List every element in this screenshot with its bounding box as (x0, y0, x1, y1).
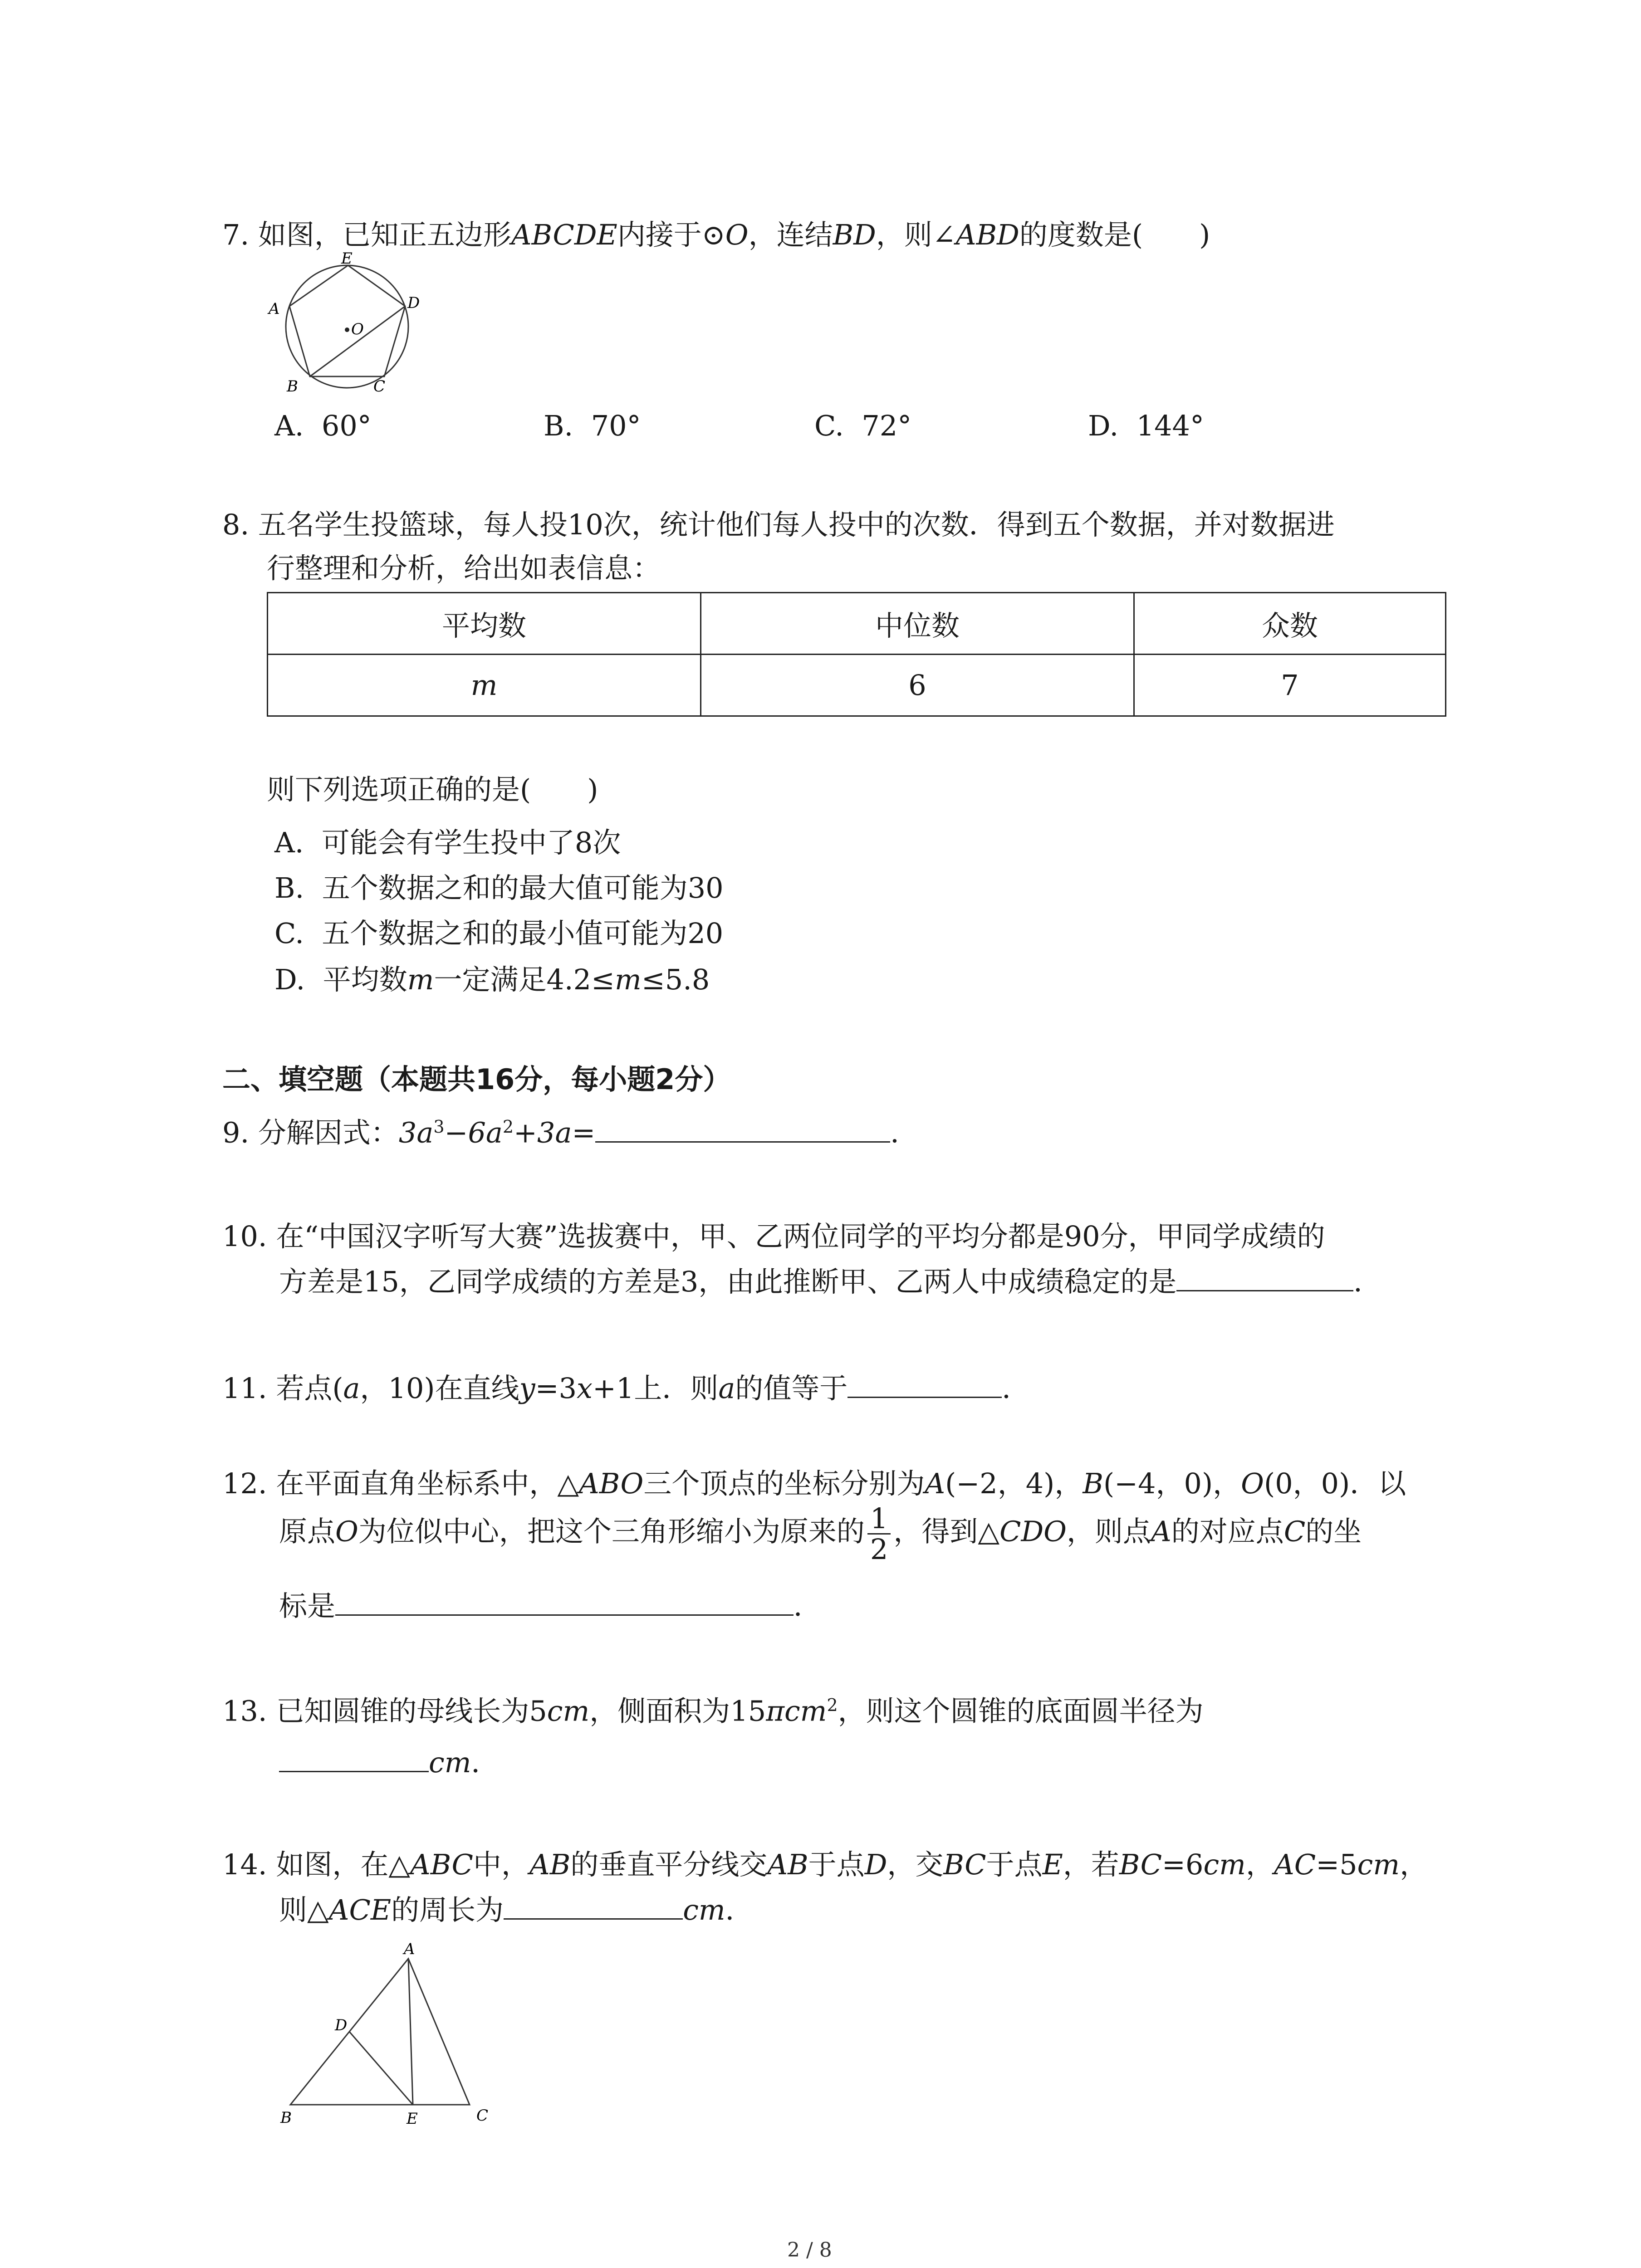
section-title: 二、填空题（本题共16分，每小题2分） (222, 1063, 731, 1096)
q10-answer-blank[interactable] (1176, 1290, 1353, 1291)
q7-option-a: A. 60° (274, 409, 372, 442)
q7-pentagon-figure (259, 252, 422, 397)
q8-number: 8. (222, 508, 250, 541)
table-cell-mode: 7 (1134, 655, 1446, 716)
q7-label-D: D (407, 294, 420, 312)
q13-stem-line2: cm． (279, 1749, 500, 1777)
q8-stem-line2: 行整理和分析，给出如表信息： (267, 552, 661, 585)
q7-angle: ABD (955, 218, 1019, 251)
q9-answer-blank[interactable] (595, 1141, 890, 1143)
q7-text: 内接于⊙ (617, 218, 725, 251)
q14-triangle-figure (268, 1941, 513, 2132)
table-header-median: 中位数 (701, 593, 1134, 655)
q7-circle: O (725, 218, 749, 251)
q14-label-E: E (407, 2110, 418, 2128)
q7-label-B: B (287, 377, 298, 396)
q7-option-d: D. 144° (1088, 409, 1204, 442)
q14-stem-line1: 14. 如图，在△ABC中，AB的垂直平分线交AB于点D，交BC于点E，若BC=6cm，AC=5cm， (222, 1848, 1428, 1881)
q7-label-E: E (341, 252, 353, 268)
table-header-mean: 平均数 (268, 593, 701, 655)
q7-stem (222, 218, 1210, 251)
q14-answer-blank[interactable] (504, 1918, 683, 1920)
q14-label-A: A (404, 1941, 415, 1958)
q7-text: ，则∠ (876, 218, 956, 251)
table-row (268, 593, 1446, 655)
q7-text: 的度数是( ) (1019, 218, 1210, 251)
table-row (268, 655, 1446, 716)
q14-label-D: D (335, 2016, 348, 2034)
table-header-mode: 众数 (1134, 593, 1446, 655)
q12-stem-line3: 标是 ． (279, 1589, 822, 1623)
q8-option-b: B. 五个数据之和的最大值可能为30 (274, 871, 724, 904)
q8-option-d: D. 平均数m一定满足4.2≤m≤5.8 (274, 963, 710, 996)
q12-fraction: $\frac{1}{2}$ (867, 1504, 891, 1564)
q8-stem-line1 (222, 508, 1335, 541)
q7-label-A: A (269, 300, 280, 318)
q7-number: 7. (222, 218, 250, 251)
table-cell-mean: m (268, 655, 701, 716)
q11-stem: 11. 若点(a，10)在直线y=3x+1上．则a的值等于 ． (222, 1372, 1030, 1405)
q10-stem-line2: 方差是15，乙同学成绩的方差是3，由此推断甲、乙两人中成绩稳定的是 ． (279, 1265, 1382, 1298)
q12-stem-line1: 12. 在平面直角坐标系中，△ABO三个顶点的坐标分别为A(−2，4)，B(−4，0)，O(0，0)．以 (222, 1467, 1406, 1500)
q8-option-c: C. 五个数据之和的最小值可能为20 (274, 917, 724, 950)
q10-stem-line1: 10. 在“中国汉字听写大赛”选拔赛中，甲、乙两位同学的平均分都是90分，甲同学成绩的 (222, 1220, 1325, 1253)
q7-segment: BD (833, 218, 876, 251)
page-number: 2 / 8 (787, 2239, 832, 2262)
q8-text: 五名学生投篮球，每人投10次，统计他们每人投中的次数．得到五个数据，并对数据进 (258, 508, 1335, 541)
q8-option-a: A. 可能会有学生投中了8次 (274, 826, 621, 859)
q7-option-b: B. 70° (544, 409, 641, 442)
q8-question: 则下列选项正确的是( ) (267, 773, 598, 806)
q9-stem: 9. 分解因式：$3a^3-6a^2+3a=$ ． (222, 1116, 919, 1149)
q13-stem-line1: 13. 已知圆锥的母线长为5cm，侧面积为15πcm$^2$，则这个圆锥的底面圆半径为 (222, 1694, 1204, 1728)
q7-option-c: C. 72° (814, 409, 912, 442)
q12-stem-line2: 原点O为位似中心，把这个三角形缩小为原来的 $\frac{1}{2}$ ，得到△CDO，则点A的对应点C的坐 (279, 1502, 1362, 1566)
table-cell-median: 6 (701, 655, 1134, 716)
q7-polygon: ABCDE (511, 218, 617, 251)
q12-answer-blank[interactable] (335, 1614, 794, 1616)
q14-label-B: B (280, 2109, 292, 2127)
q7-text: 如图，已知正五边形 (258, 218, 511, 251)
q14-label-C: C (476, 2107, 489, 2125)
q8-stats-table (267, 592, 1446, 717)
q11-answer-blank[interactable] (847, 1396, 1002, 1398)
q13-answer-blank[interactable] (279, 1770, 429, 1772)
q7-label-C: C (373, 377, 386, 396)
q7-text: ，连结 (748, 218, 833, 251)
q7-label-O: O (351, 320, 364, 338)
q14-stem-line2: 则△ACE的周长为 cm． (279, 1893, 754, 1926)
